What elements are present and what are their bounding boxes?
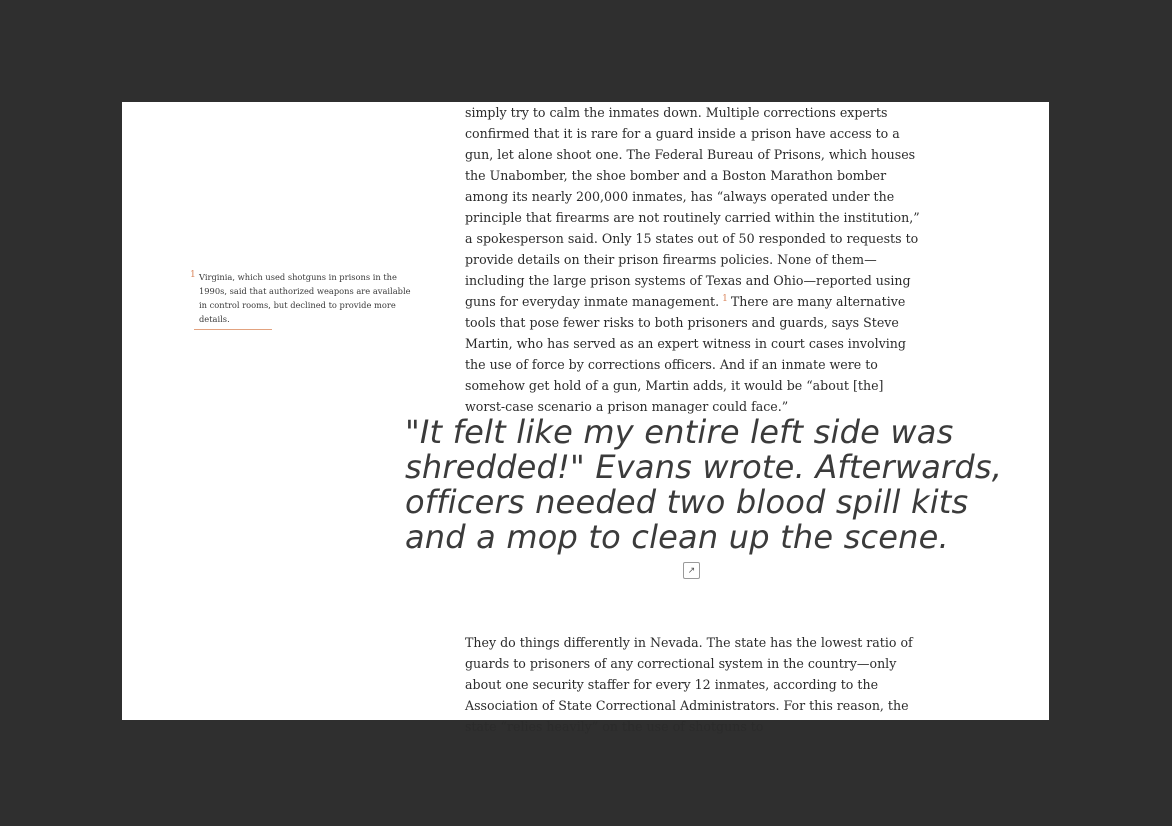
sidenote-divider — [194, 329, 272, 330]
paragraph-1-text-a: simply try to calm the inmates down. Multiple corrections experts confirmed that it is rare for a guard inside a prison have access to a gun, let alone shoot one. The Federal Bureau of Prisons, which houses the Unabomber, the shoe bomber and a Boston Marathon bomber among its nearly 200,000 inmates, has “always operated under the principle that firearms are not routinely carried within the institution,” a spokesperson said. Only 15 states out of 50 responded to requests to provide details on their prison firearms policies. None of them—including the large prison systems of Texas and Ohio—reported using guns for everyday inmate management. — [465, 105, 920, 309]
paragraph-1-text-b: There are many alternative tools that pose fewer risks to both prisoners and guards, says Steve Martin, who has served as an expert witness in court cases involving the use of force by corrections officers. And if an inmate were to somehow get hold of a gun, Martin adds, it would be “about [the] worst-case scenario a prison manager could face.” — [465, 294, 906, 414]
body-paragraph-2: They do things differently in Nevada. The state has the lowest ratio of guards to prisoners of any correctional system in the country—only about one security staffer for every 12 inmates, according to the Association of State Correctional Administrators. For this reason, the state “relies heavily” on the use of shotguns to — [465, 635, 913, 734]
sidenote-number: 1 — [190, 270, 196, 280]
share-arrow-icon: ↗ — [687, 565, 696, 576]
pull-quote: "It felt like my entire left side was shredded!" Evans wrote. Afterwards, officers needed two blood spill kits and a mop to clean up the scene. — [405, 413, 1003, 556]
sidenote — [192, 270, 416, 330]
share-button[interactable] — [683, 562, 700, 579]
body-paragraph-1 — [465, 102, 921, 417]
article-page — [122, 102, 1049, 734]
footnote-reference[interactable]: 1 — [722, 293, 728, 304]
sidenote-text: Virginia, which used shotguns in prisons in the 1990s, said that authorized weapons are available in control rooms, but declined to provide more details. — [199, 272, 411, 324]
